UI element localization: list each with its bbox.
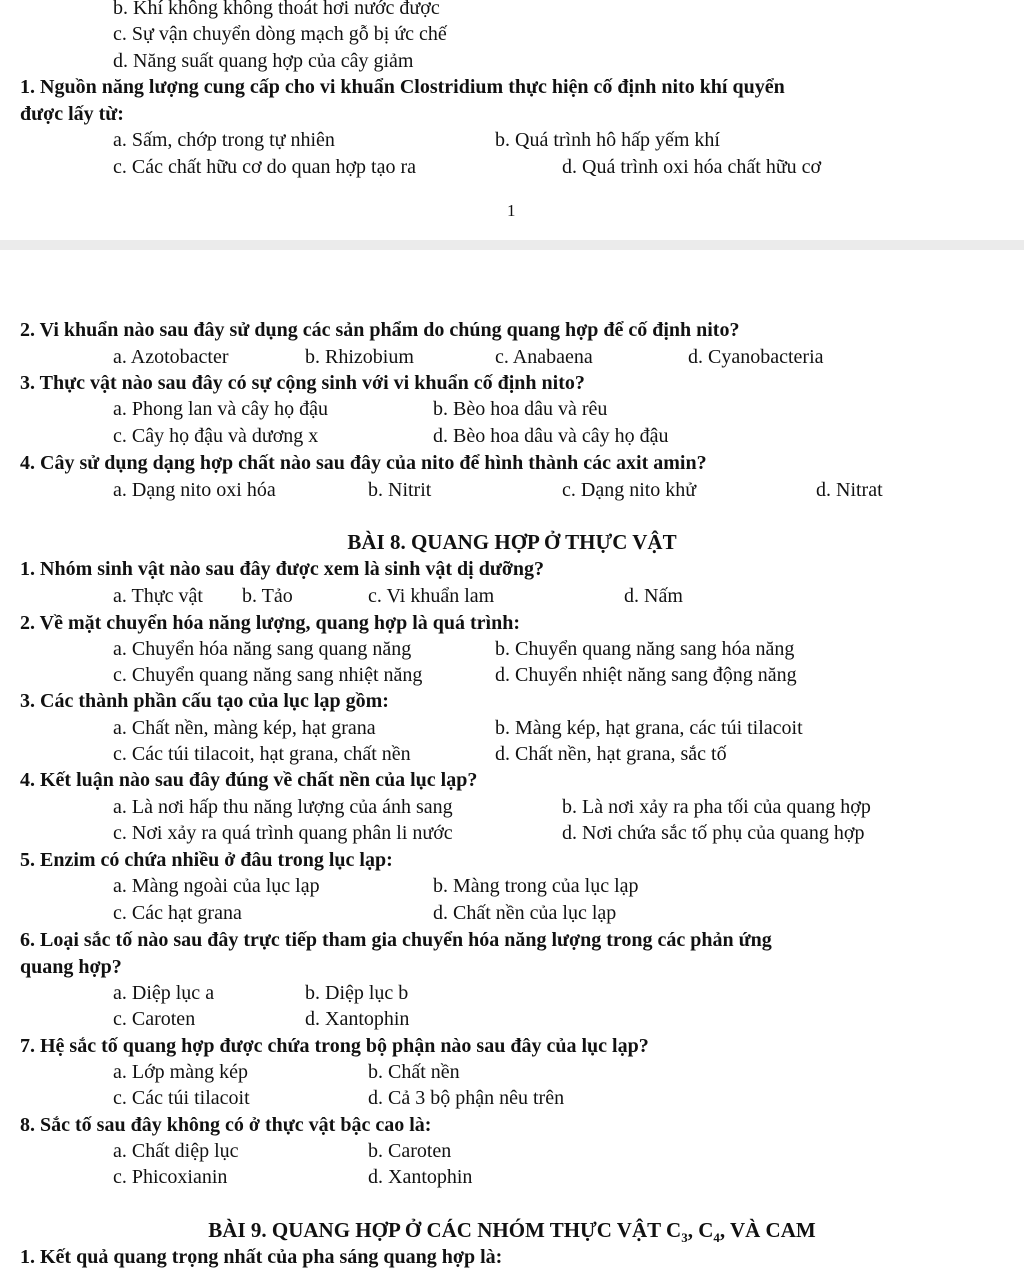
option-d: d. Cyanobacteria bbox=[688, 346, 824, 368]
option-c: c. Caroten bbox=[113, 1008, 196, 1030]
option-b: b. Chuyển quang năng sang hóa năng bbox=[495, 638, 795, 660]
option-a: a. Dạng nito oxi hóa bbox=[113, 479, 276, 501]
question-2-text: 2. Vi khuẩn nào sau đây sử dụng các sản phẩm do chúng quang hợp để cố định nito? bbox=[20, 319, 740, 341]
option-d: d. Quá trình oxi hóa chất hữu cơ bbox=[562, 156, 822, 178]
option-b: b. Màng kép, hạt grana, các túi tilacoit bbox=[495, 717, 803, 739]
lesson-8-title: BÀI 8. QUANG HỢP Ở THỰC VẬT bbox=[347, 530, 677, 554]
option-a: a. Phong lan và cây họ đậu bbox=[113, 398, 328, 420]
option-a: a. Chuyển hóa năng sang quang năng bbox=[113, 638, 412, 660]
option-c: c. Các túi tilacoit bbox=[113, 1087, 250, 1109]
option-b: b. Chất nền bbox=[368, 1061, 460, 1083]
option-a: a. Lớp màng kép bbox=[113, 1061, 248, 1083]
lesson-9-title: BÀI 9. QUANG HỢP Ở CÁC NHÓM THỰC VẬT $C_3$, $C_4$, VÀ CAM bbox=[208, 1218, 816, 1246]
b9-question-1-text: 1. Kết quả quang trọng nhất của pha sáng quang hợp là: bbox=[20, 1246, 503, 1268]
option-d: d. Nitrat bbox=[816, 479, 883, 501]
option-c: c. Cây họ đậu và dương x bbox=[113, 425, 319, 447]
option-a: a. Chất diệp lục bbox=[113, 1140, 239, 1162]
option-a: a. Diệp lục a bbox=[113, 982, 215, 1004]
b8-question-6-text: 6. Loại sắc tố nào sau đây trực tiếp tham gia chuyển hóa năng lượng trong các phản ứng bbox=[20, 929, 772, 951]
option-c: c. Vi khuẩn lam bbox=[368, 585, 495, 607]
option-d: d. Xantophin bbox=[305, 1008, 410, 1030]
b8-question-1-text: 1. Nhóm sinh vật nào sau đây được xem là sinh vật dị dưỡng? bbox=[20, 558, 545, 580]
option-b: b. Màng trong của lục lạp bbox=[433, 875, 639, 897]
question-3-text: 3. Thực vật nào sau đây có sự cộng sinh với vi khuẩn cố định nito? bbox=[20, 372, 585, 394]
option-b: b. Tảo bbox=[242, 585, 293, 607]
option-c: c. Các hạt grana bbox=[113, 902, 242, 924]
option-c: c. Phicoxianin bbox=[113, 1166, 228, 1188]
option-a: a. Màng ngoài của lục lạp bbox=[113, 875, 320, 897]
option-a: a. Sấm, chớp trong tự nhiên bbox=[113, 129, 335, 151]
b8-question-4-text: 4. Kết luận nào sau đây đúng về chất nền của lục lạp? bbox=[20, 769, 478, 791]
option-c: c. Dạng nito khử bbox=[562, 479, 697, 501]
option-a: a. Thực vật bbox=[113, 585, 203, 607]
option-d: d. Chất nền, hạt grana, sắc tố bbox=[495, 743, 727, 765]
option-line: d. Năng suất quang hợp của cây giảm bbox=[113, 50, 414, 72]
b8-question-8-text: 8. Sắc tố sau đây không có ở thực vật bậc cao là: bbox=[20, 1114, 432, 1136]
b8-question-6-text-cont: quang hợp? bbox=[20, 956, 122, 978]
option-c: c. Các túi tilacoit, hạt grana, chất nền bbox=[113, 743, 411, 765]
option-b: b. Nitrit bbox=[368, 479, 432, 501]
option-b: b. Bèo hoa dâu và rêu bbox=[433, 398, 608, 420]
option-a: a. Chất nền, màng kép, hạt grana bbox=[113, 717, 376, 739]
b8-question-3-text: 3. Các thành phần cấu tạo của lục lạp gồm: bbox=[20, 690, 389, 712]
option-d: d. Bèo hoa dâu và cây họ đậu bbox=[433, 425, 669, 447]
option-d: d. Nơi chứa sắc tố phụ của quang hợp bbox=[562, 822, 865, 844]
question-1-text-cont: được lấy từ: bbox=[20, 103, 124, 125]
option-b: b. Caroten bbox=[368, 1140, 452, 1162]
page-number: 1 bbox=[507, 201, 516, 220]
option-d: d. Nấm bbox=[624, 585, 683, 607]
option-a: a. Là nơi hấp thu năng lượng của ánh sang bbox=[113, 796, 453, 818]
option-a: a. Azotobacter bbox=[113, 346, 229, 368]
option-b: b. Là nơi xảy ra pha tối của quang hợp bbox=[562, 796, 871, 818]
question-1-text: 1. Nguồn năng lượng cung cấp cho vi khuẩn Clostridium thực hiện cố định nito khí quyển bbox=[20, 76, 785, 98]
b8-question-7-text: 7. Hệ sắc tố quang hợp được chứa trong bộ phận nào sau đây của lục lạp? bbox=[20, 1035, 649, 1057]
option-d: d. Chuyển nhiệt năng sang động năng bbox=[495, 664, 797, 686]
page-separator bbox=[0, 240, 1024, 250]
b8-question-5-text: 5. Enzim có chứa nhiều ở đâu trong lục lạp: bbox=[20, 849, 393, 871]
option-d: d. Cả 3 bộ phận nêu trên bbox=[368, 1087, 565, 1109]
option-c: c. Anabaena bbox=[495, 346, 593, 368]
option-b: b. Rhizobium bbox=[305, 346, 414, 368]
option-c: c. Các chất hữu cơ do quan hợp tạo ra bbox=[113, 156, 416, 178]
question-4-text: 4. Cây sử dụng dạng hợp chất nào sau đây của nito để hình thành các axit amin? bbox=[20, 452, 707, 474]
option-d: d. Chất nền của lục lạp bbox=[433, 902, 617, 924]
option-c: c. Nơi xảy ra quá trình quang phân li nước bbox=[113, 822, 453, 844]
option-line: b. Khí không không thoát hơi nước được bbox=[113, 0, 440, 19]
option-c: c. Chuyển quang năng sang nhiệt năng bbox=[113, 664, 423, 686]
option-b: b. Quá trình hô hấp yếm khí bbox=[495, 129, 720, 151]
option-b: b. Diệp lục b bbox=[305, 982, 409, 1004]
b8-question-2-text: 2. Về mặt chuyển hóa năng lượng, quang hợp là quá trình: bbox=[20, 612, 521, 634]
option-line: c. Sự vận chuyển dòng mạch gỗ bị ức chế bbox=[113, 23, 447, 45]
option-d: d. Xantophin bbox=[368, 1166, 473, 1188]
